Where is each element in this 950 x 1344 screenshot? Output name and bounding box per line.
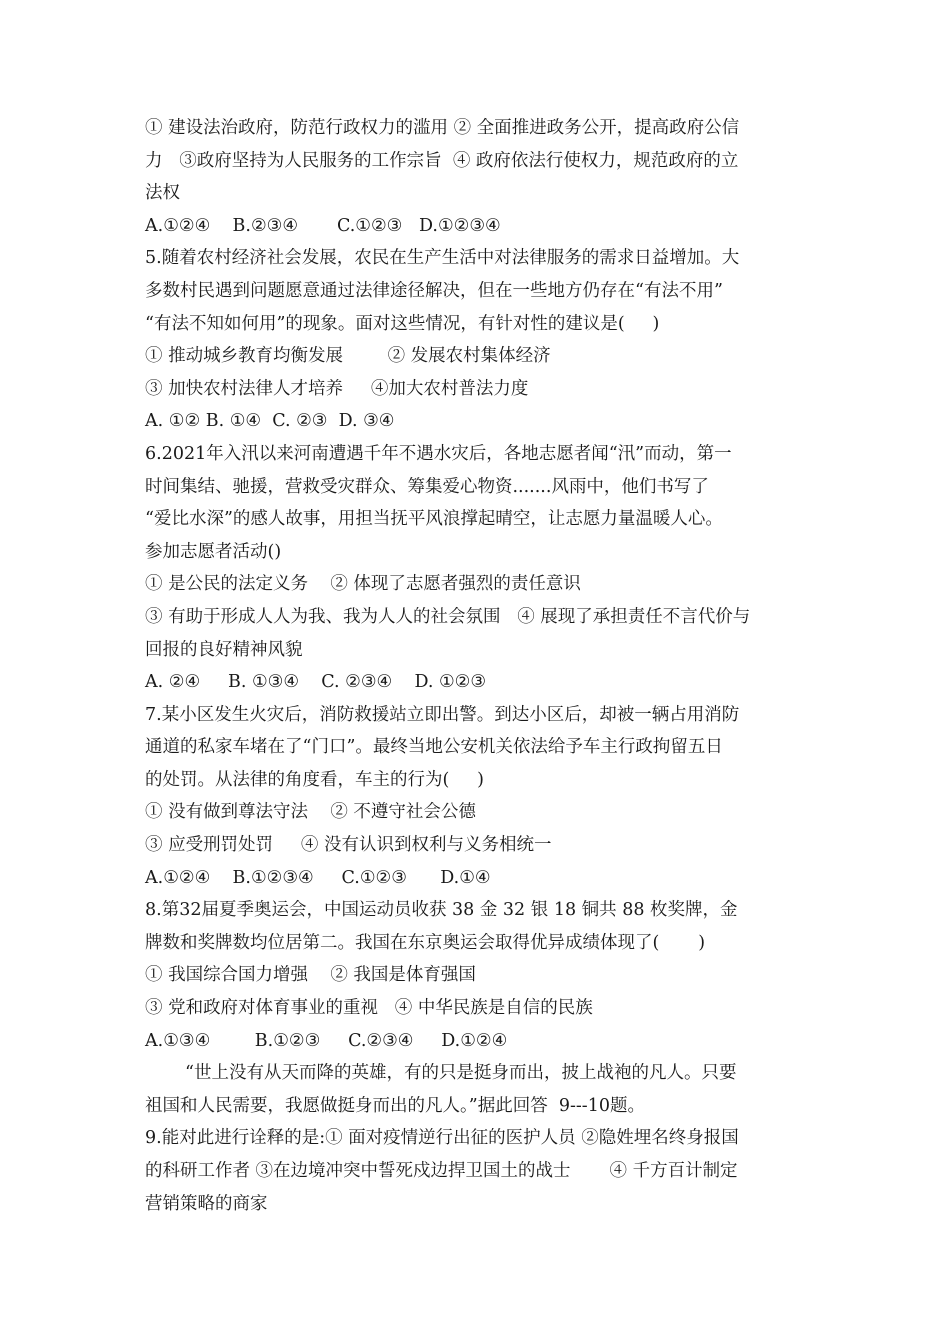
answer-options: A. ①② B. ①④ C. ②③ D. ③④ [145, 411, 395, 432]
question-9: 9.能对此进行诠释的是:① 面对疫情逆行出征的医护人员 ②隐姓埋名终身报国 [145, 1128, 739, 1149]
text-line: 的处罚。从法律的角度看，车主的行为( ) [145, 769, 484, 790]
question-7: 7.某小区发生火灾后，消防救援站立即出警。到达小区后，却被一辆占用消防 [145, 704, 740, 725]
text-line: 牌数和奖牌数均位居第二。我国在东京奥运会取得优异成绩体现了( ) [145, 932, 706, 953]
text-line: ③ 党和政府对体育事业的重视 ④ 中华民族是自信的民族 [145, 998, 593, 1019]
text-line: 参加志愿者活动() [145, 541, 282, 562]
text-line: 祖国和人民需要，我愿做挺身而出的凡人。”据此回答 9---10题。 [145, 1095, 645, 1116]
document-page [145, 112, 810, 1220]
question-8: 8.第32届夏季奥运会，中国运动员收获 38 金 32 银 18 铜共 88 枚奖牌，金 [145, 900, 738, 921]
text-line: 通道的私家车堵在了“门口”。最终当地公安机关依法给予车主行政拘留五日 [145, 737, 723, 758]
text-line: 时间集结、驰援，营救受灾群众、筹集爱心物资.......风雨中，他们书写了 [145, 476, 709, 497]
answer-options: A. ②④ B. ①③④ C. ②③④ D. ①②③ [145, 672, 487, 693]
text-line: “有法不知如何用”的现象。面对这些情况，有针对性的建议是( ) [145, 313, 660, 334]
text-line: 营销策略的商家 [145, 1193, 268, 1214]
text-line: ① 没有做到尊法守法 ② 不遵守社会公德 [145, 802, 476, 823]
text-line: 力 ③政府坚持为人民服务的工作宗旨 ④ 政府依法行使权力，规范政府的立 [145, 150, 739, 171]
text-line: ① 推动城乡教育均衡发展 ② 发展农村集体经济 [145, 346, 551, 367]
question-5: 5.随着农村经济社会发展，农民在生产生活中对法律服务的需求日益增加。大 [145, 248, 740, 269]
text-line: ③ 加快农村法律人才培养 ④加大农村普法力度 [145, 378, 529, 399]
text-line: ① 我国综合国力增强 ② 我国是体育强国 [145, 965, 476, 986]
question-6: 6.2021年入汛以来河南遭遇千年不遇水灾后，各地志愿者闻“汛”而动，第一 [145, 443, 732, 464]
text-line: 的科研工作者 ③在边境冲突中誓死戍边捍卫国土的战士 ④ 千方百计制定 [145, 1161, 738, 1181]
text-line: ① 是公民的法定义务 ② 体现了志愿者强烈的责任意识 [145, 574, 581, 595]
text-line: ① 建设法治政府，防范行政权力的滥用 ② 全面推进政务公开，提高政府公信 [145, 118, 740, 138]
answer-options: A.①②④ B.①②③④ C.①②③ D.①④ [145, 867, 491, 888]
quote-passage: “世上没有从天而降的英雄，有的只是挺身而出，披上战袍的凡人。只要 [185, 1063, 737, 1084]
answer-options: A.①②④ B.②③④ C.①②③ D.①②③④ [145, 215, 501, 236]
answer-options: A.①③④ B.①②③ C.②③④ D.①②④ [145, 1030, 508, 1051]
text-line: ③ 应受刑罚处罚 ④ 没有认识到权利与义务相统一 [145, 835, 552, 856]
text-line: ③ 有助于形成人人为我、我为人人的社会氛围 ④ 展现了承担责任不言代价与 [145, 606, 751, 627]
text-line: “爱比水深”的感人故事，用担当抚平风浪撑起晴空，让志愿力量温暖人心。 [145, 509, 723, 530]
text-line: 法权 [145, 183, 180, 204]
text-line: 回报的良好精神风貌 [145, 639, 303, 660]
text-line: 多数村民遇到问题愿意通过法律途径解决，但在一些地方仍存在“有法不用” [145, 280, 723, 301]
